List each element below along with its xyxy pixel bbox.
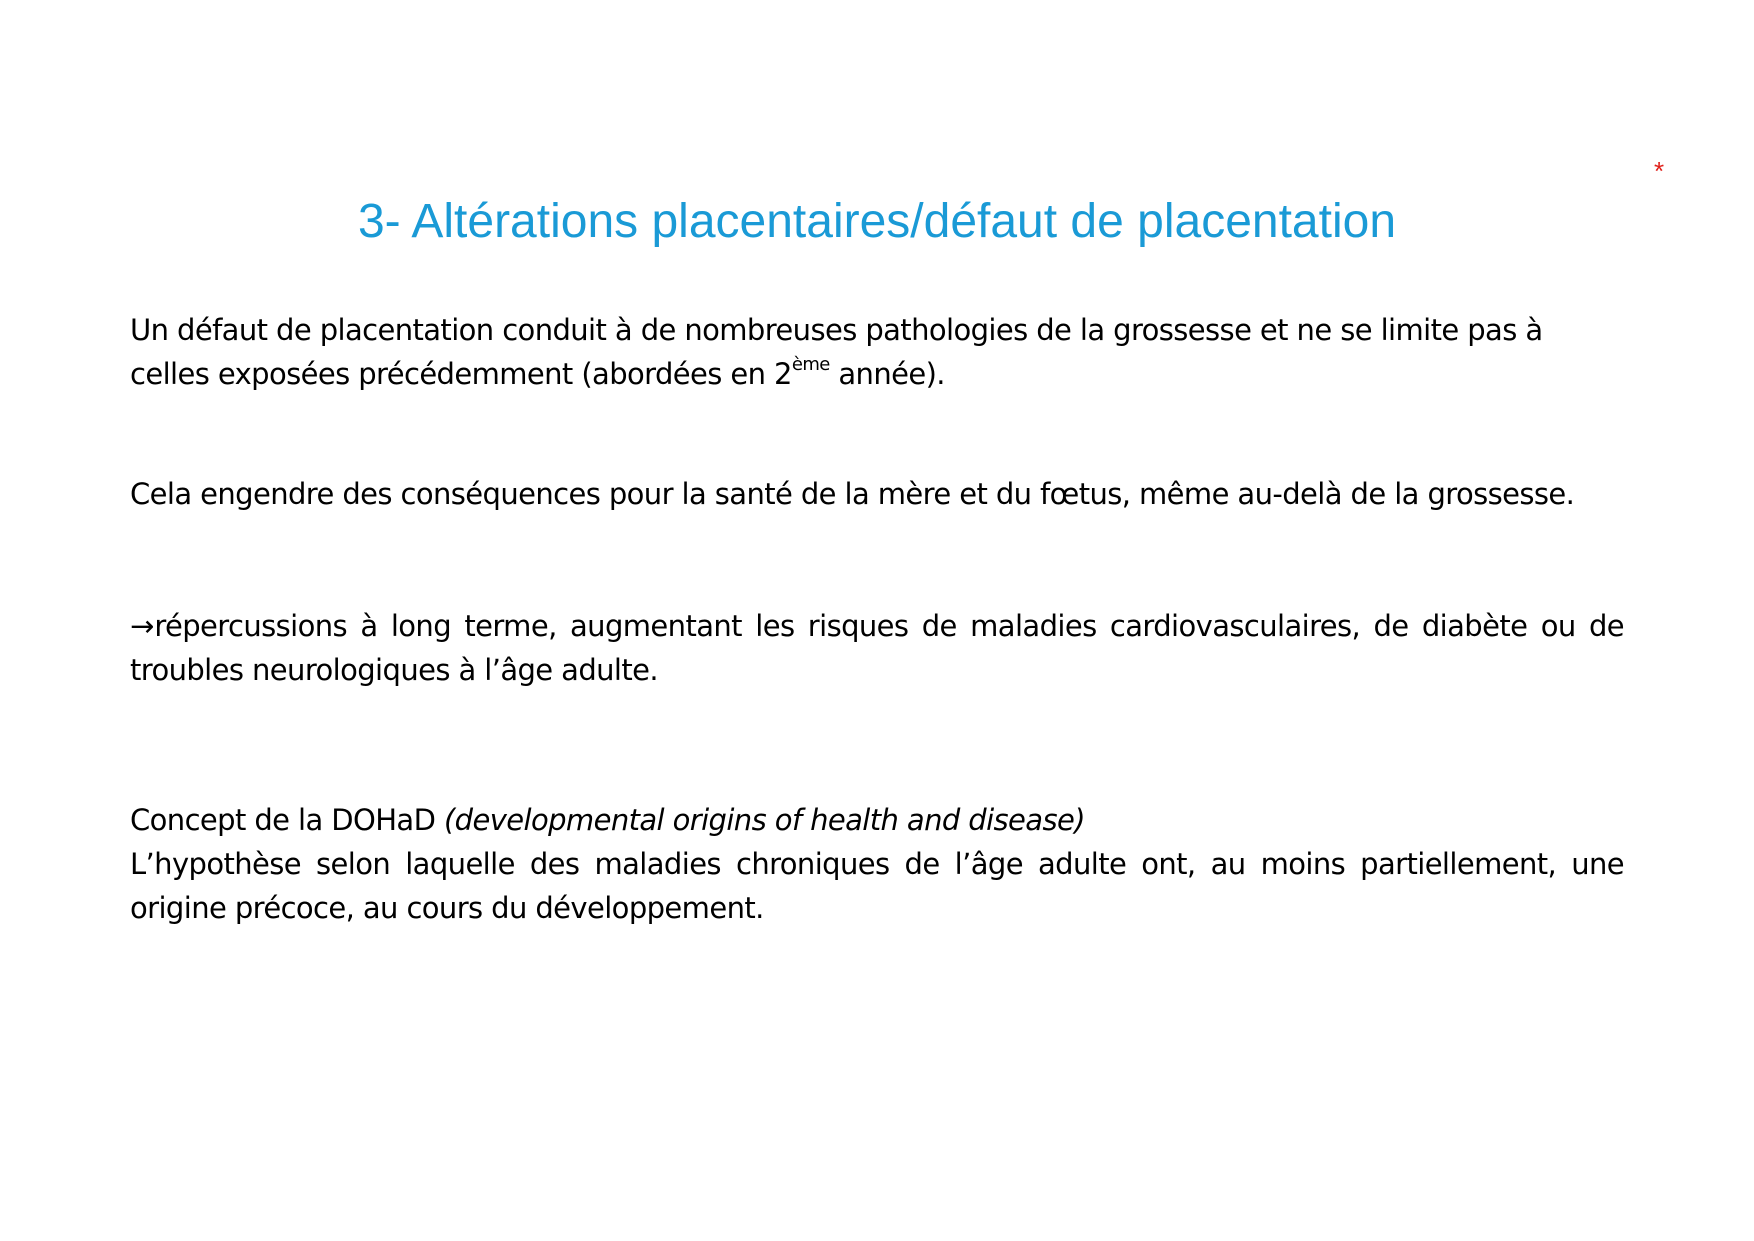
paragraph-long-term-effects: [130, 604, 1624, 692]
paragraph-1-end: année).: [829, 357, 945, 391]
paragraph-placentation-defect: [130, 308, 1624, 396]
paragraph-1-text: Un défaut de placentation conduit à de nombreuses pathologies de la grossesse et ne se limite pas à celles exposées précédemment (abordées en 2: [130, 313, 1543, 391]
slide-title: 3- Altérations placentaires/défaut de placentation: [357, 195, 1397, 248]
concept-line: [130, 798, 1624, 842]
asterisk-mark: *: [1654, 156, 1665, 186]
paragraph-3-text: répercussions à long terme, augmentant les risques de maladies cardiovasculaires, de diabète ou de troubles neurologiques à l’âge adulte.: [130, 609, 1624, 687]
concept-definition: (developmental origins of health and disease): [443, 803, 1085, 837]
right-arrow-icon: →: [130, 609, 155, 643]
paragraph-consequences: Cela engendre des conséquences pour la santé de la mère et du fœtus, même au-delà de la grossesse.: [130, 477, 1575, 511]
paragraph-dohad-concept: [130, 798, 1624, 930]
paragraph-1-superscript: ème: [791, 354, 830, 375]
hypothesis-text: L’hypothèse selon laquelle des maladies chroniques de l’âge adulte ont, au moins partiellement, une origine précoce, au cours du développement.: [130, 847, 1624, 925]
concept-label: Concept de la DOHaD: [130, 803, 444, 837]
